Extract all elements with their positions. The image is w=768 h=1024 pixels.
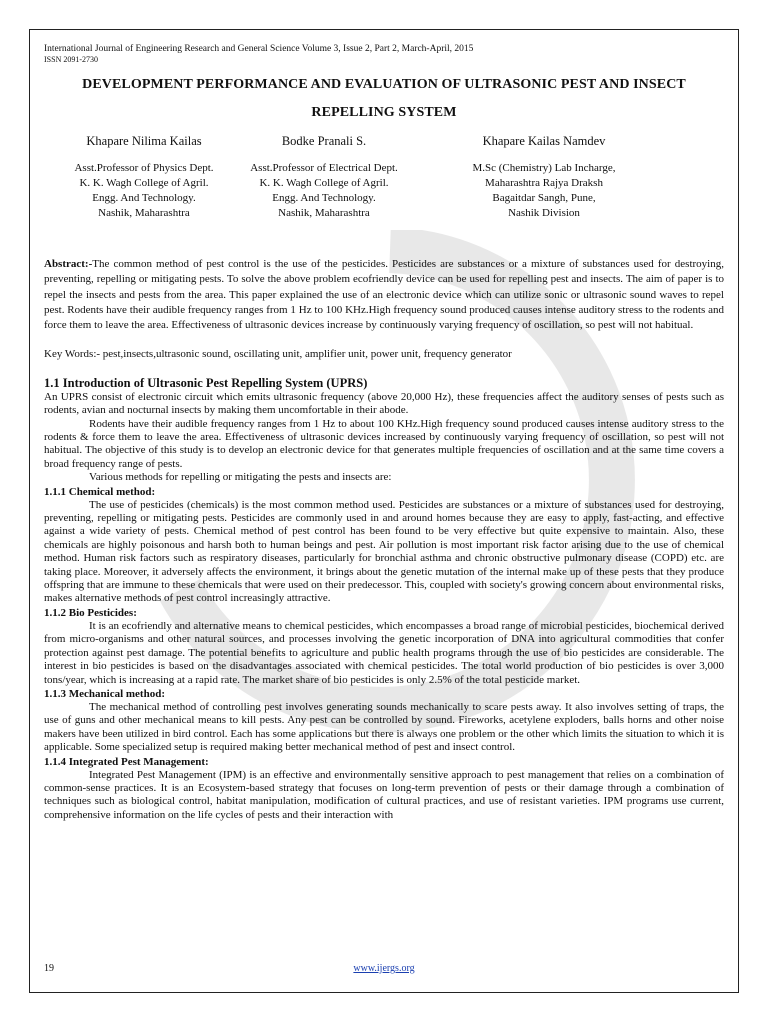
affiliation-line: K. K. Wagh College of Agril. (79, 177, 209, 189)
affiliation-line: Maharashtra Rajya Draksh (485, 177, 603, 189)
abstract-label: Abstract:- (44, 258, 93, 270)
paragraph: It is an ecofriendly and alternative means to chemical pesticides, which encompasses a broad range of microbial pesticides, biochemical derived from micro-organisms and other natural sources, and processes involving the genetic incorporation of DNA into agricultural commodities that confer protection against pest damage. The potential benefits to agriculture and public health programs through the use of bio pesticides are considerable. The interest in bio pesticides is based on the disadvantages associated with chemical pesticides. The total world production of bio pesticides is over 3,000 tons/year, which is increasing at a rapid rate. The market share of bio pesticides is only 2.5% of the total pesticide market. (44, 619, 724, 686)
affiliation-line: Nashik, Maharashtra (98, 207, 190, 219)
issn-line: ISSN 2091-2730 (44, 55, 99, 64)
author-block (44, 133, 724, 243)
paragraph: The mechanical method of controlling pest involves generating sounds mechanically to scare pests away. It also involves setting of traps, the use of guns and other mechanical means to kill pests. Any pest can be controlled by sound. Fireworks, acetylene exploders, balls horns and other noise makers have been utilized in bird control. Each has some applications but there is always one problem or the other which limits the situation to which it is applicable. Some specialized setup is required making better mechanical method of pest and insect control. (44, 700, 724, 754)
page-number: 19 (44, 963, 54, 974)
affiliation-line: K. K. Wagh College of Agril. (259, 177, 389, 189)
section-heading: 1.1 Introduction of Ultrasonic Pest Repelling System (UPRS) (44, 375, 368, 390)
author-name: Khapare Nilima Kailas (86, 134, 202, 148)
paper-page (44, 44, 724, 822)
affiliation-line: Asst.Professor of Electrical Dept. (250, 162, 398, 174)
author-1 (44, 133, 244, 221)
keywords: Key Words:- pest,insects,ultrasonic sound, oscillating unit, amplifier unit, power unit, frequency generator (44, 348, 512, 361)
author-name: Khapare Kailas Namdev (482, 134, 606, 148)
affiliation-line: Asst.Professor of Physics Dept. (74, 162, 214, 174)
affiliation-line: Nashik, Maharashtra (278, 207, 370, 219)
subsection-heading: 1.1.2 Bio Pesticides: (44, 606, 137, 619)
paragraph: Various methods for repelling or mitigating the pests and insects are: (89, 471, 392, 484)
author-2 (224, 133, 424, 221)
author-name: Bodke Pranali S. (281, 134, 367, 148)
title-line-2: REPELLING SYSTEM (311, 105, 457, 120)
paragraph: The use of pesticides (chemicals) is the most common method used. Pesticides are substances or a mixture of substances used for destroying, preventing, repelling or mitigating pests. Pesticides are commonly used in and around homes because they are easy to apply, fast-acting, and effective against a wide variety of pests. Chemical method of pest control has been found to be very effective but quite expensive to maintain. Also, these chemicals are highly poisonous and harsh both to human beings and pest. Air pollution is most important risk factor arising due to the use of chemical method. Human risk factors such as respiratory diseases, particularly for bronchial asthma and chronic obstructive pulmonary disease (COPD) etc. are taking place. Moreover, it adversely affects the environment, it brings about the genetic mutation of the internal make up of these pests that they produce offspring that are immune to these chemicals that were used on their predecessor. This, coupled with society's growing concern about environmental risks, makes alternative methods of pest control increasingly attractive. (44, 498, 724, 605)
journal-website-link[interactable]: www.ijergs.org (353, 963, 415, 974)
affiliation-line: M.Sc (Chemistry) Lab Incharge, (472, 162, 616, 174)
abstract-text: The common method of pest control is the use of the pesticides. Pesticides are substances or a mixture of substances used for destroying, preventing, repelling or mitigating pests. To solve the above problem ecofriendly device can be used for repelling pest and insects. The aim of paper is to repel the insects and pests from the area. This paper explained the use of an electronic device which can utilize sonic or ultrasonic sound waves to repel pest. Rodents have their audible frequency ranges from 1 Hz to 100 KHz.High frequency sound produced causes intense auditory stress to the rodents and force them to leave the area. Effectiveness of ultrasonic devices increase by continuously varying frequency of oscillation, so pest will not habitual. (44, 258, 724, 332)
subsection-heading: 1.1.4 Integrated Pest Management: (44, 755, 209, 768)
author-affiliation (44, 161, 244, 221)
affiliation-line: Bagaitdar Sangh, Pune, (492, 192, 596, 204)
affiliation-line: Nashik Division (508, 207, 580, 219)
journal-header: International Journal of Engineering Research and General Science Volume 3, Issue 2, Part 2, March-April, 2015 (44, 44, 474, 54)
affiliation-line: Engg. And Technology. (272, 192, 376, 204)
author-3 (439, 133, 649, 221)
paragraph: An UPRS consist of electronic circuit which emits ultrasonic frequency (above 20,000 Hz), these frequencies affect the auditory senses of pests such as rodents, avian and nocturnal insects by making them uncomfortable in their abode. (44, 390, 724, 417)
abstract (44, 257, 724, 333)
paragraph: Rodents have their audible frequency ranges from 1 Hz to about 100 KHz.High frequency sound produced causes intense auditory stress to the rodents & force them to leave the area. Effectiveness of ultrasonic devices increased by continuously varying frequency of oscillation, so pest will not habitual. The objective of this study is to develop an electronic device for that generates multiple frequencies of oscillation and at the same time covers a broad frequency range of pests. (44, 417, 724, 470)
affiliation-line: Engg. And Technology. (92, 192, 196, 204)
author-affiliation (224, 161, 424, 221)
paper-title (44, 71, 724, 127)
subsection-heading: 1.1.1 Chemical method: (44, 485, 156, 498)
paragraph: Integrated Pest Management (IPM) is an effective and environmentally sensitive approach to pest management that relies on a combination of common-sense practices. It is an Ecosystem-based strategy that focuses on long-term prevention of pests or their damage through a combination of techniques such as biological control, habitat manipulation, modification of cultural practices, and use of resistant varieties. IPM programs use current, comprehensive information on the life cycles of pests and their interaction with (44, 768, 724, 821)
title-line-1: DEVELOPMENT PERFORMANCE AND EVALUATION OF ULTRASONIC PEST AND INSECT (82, 77, 686, 92)
author-affiliation (439, 161, 649, 221)
subsection-heading: 1.1.3 Mechanical method: (44, 687, 165, 700)
